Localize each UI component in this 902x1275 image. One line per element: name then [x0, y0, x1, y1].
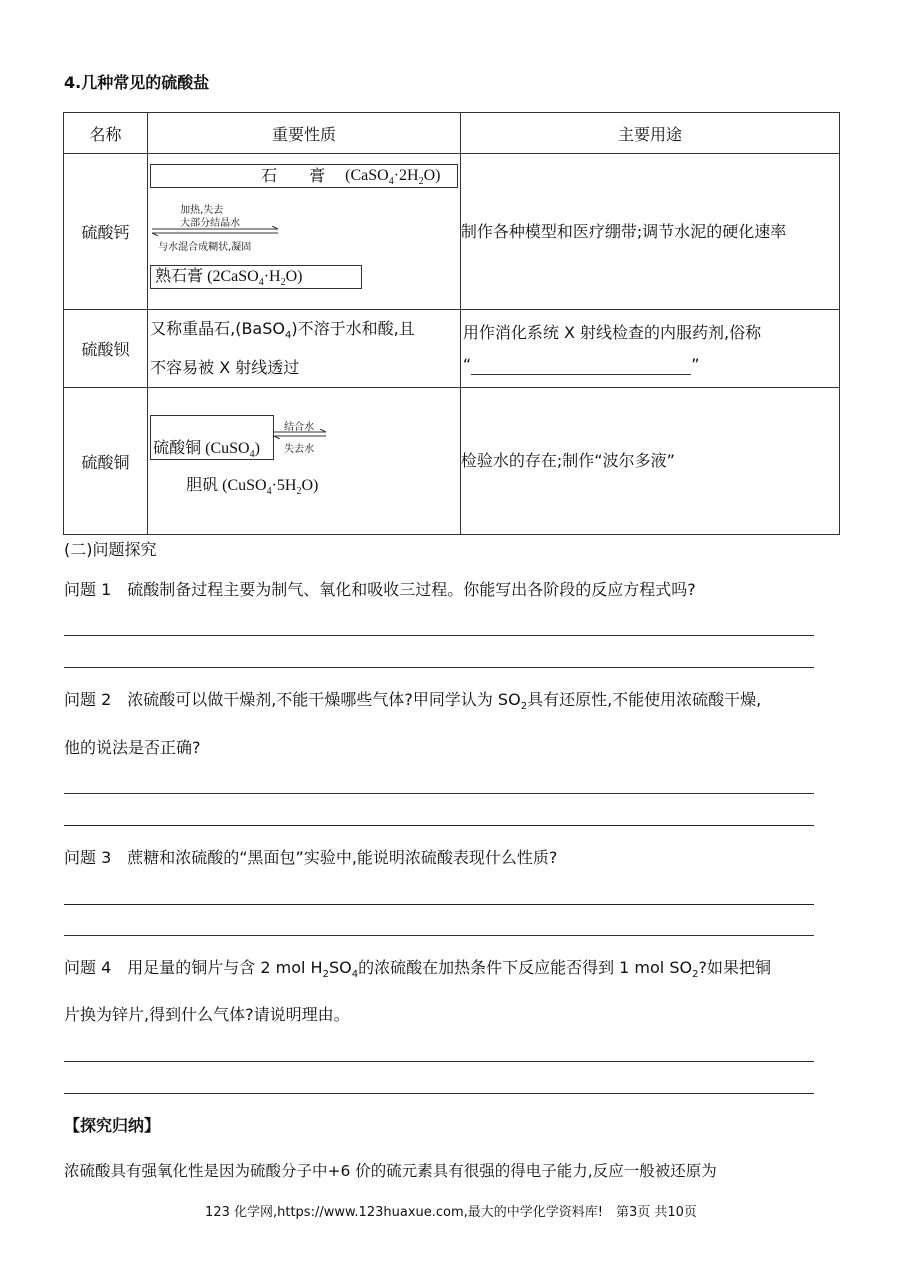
table-header-row	[64, 113, 840, 154]
barite-use-line2: “ ”	[462, 354, 700, 374]
page-footer: 123 化学网,https://www.123huaxue.com,最大的中学化学资料库! 第3页 共10页	[205, 1205, 697, 1220]
question-4: 问题 4 用足量的铜片与含 2 mol $H_2SO_4$的浓硫酸在加热条件下反应能否得到 1 mol $SO_2$?如果把铜	[64, 958, 771, 981]
answer-line[interactable]	[64, 825, 814, 826]
question-2-line2: 他的说法是否正确?	[64, 738, 201, 757]
barite-prop-line2: 不容易被 X 射线透过	[150, 358, 300, 378]
question-4-line2: 片换为锌片,得到什么气体?请说明理由。	[64, 1005, 350, 1024]
equilibrium-arrow-icon	[272, 429, 328, 439]
gypsum-box	[150, 164, 458, 188]
barite-prop-line1: 又称重晶石,(BaSO$_4$)不溶于水和酸,且	[150, 318, 415, 342]
row-name: 硫酸铜	[64, 388, 148, 535]
arrow-top-text: 结合水	[284, 422, 315, 433]
row-properties	[148, 388, 461, 535]
arrow-top-text-2: 大部分结晶水	[180, 218, 241, 229]
header-properties: 重要性质	[148, 113, 461, 154]
arrow-top-text-1: 加热,失去	[180, 205, 224, 216]
answer-line[interactable]	[64, 667, 814, 668]
header-uses: 主要用途	[460, 113, 839, 154]
row-use	[460, 310, 839, 388]
row-use: 检验水的存在;制作“波尔多液”	[460, 388, 839, 535]
fill-blank-line[interactable]	[471, 356, 691, 375]
gypsum-label: 石 膏	[261, 166, 326, 185]
answer-line[interactable]	[64, 1061, 814, 1062]
row-properties	[148, 310, 461, 388]
equilibrium-arrow-icon	[150, 226, 282, 236]
barite-use-line1: 用作消化系统 X 射线检查的内服药剂,俗称	[462, 322, 762, 342]
table-row	[64, 154, 840, 310]
header-name: 名称	[64, 113, 148, 154]
copper-sulfate-box: 硫酸铜 (CuSO$_4$)	[150, 415, 274, 460]
table-row	[64, 388, 840, 535]
plaster-box: 熟石膏 $(2CaSO_4\cdot H_2O)$	[150, 265, 362, 289]
row-properties	[148, 154, 461, 310]
question-3: 问题 3 蔗糖和浓硫酸的“黑面包”实验中,能说明浓硫酸表现什么性质?	[64, 848, 558, 867]
answer-line[interactable]	[64, 904, 814, 905]
summary-text: 浓硫酸具有强氧化性是因为硫酸分子中+6 价的硫元素具有很强的得电子能力,反应一般被还原为	[64, 1162, 717, 1180]
row-name: 硫酸钡	[64, 310, 148, 388]
summary-title: 【探究归纳】	[64, 1116, 161, 1135]
question-1: 问题 1 硫酸制备过程主要为制气、氧化和吸收三过程。你能写出各阶段的反应方程式吗?	[64, 580, 696, 599]
row-use: 制作各种模型和医疗绷带;调节水泥的硬化速率	[460, 154, 839, 310]
answer-line[interactable]	[64, 1093, 814, 1094]
gypsum-formula: $(CaSO_4\cdot 2H_2O)$	[345, 167, 441, 188]
blue-vitriol-label: 胆矾 $(CuSO_4\cdot 5H_2O)$	[186, 477, 319, 498]
inquiry-title: (二)问题探究	[64, 540, 157, 559]
sulfate-table	[63, 112, 840, 535]
arrow-bottom-text: 与水混合成糊状,凝固	[158, 242, 252, 253]
arrow-bottom-text: 失去水	[284, 444, 315, 455]
answer-line[interactable]	[64, 935, 814, 936]
section-title: 4.几种常见的硫酸盐	[64, 73, 210, 92]
answer-line[interactable]	[64, 635, 814, 636]
answer-line[interactable]	[64, 793, 814, 794]
row-name: 硫酸钙	[64, 154, 148, 310]
question-2: 问题 2 浓硫酸可以做干燥剂,不能干燥哪些气体?甲同学认为 $SO_2$具有还原性,不能使用浓硫酸干燥,	[64, 690, 762, 713]
table-row	[64, 310, 840, 388]
